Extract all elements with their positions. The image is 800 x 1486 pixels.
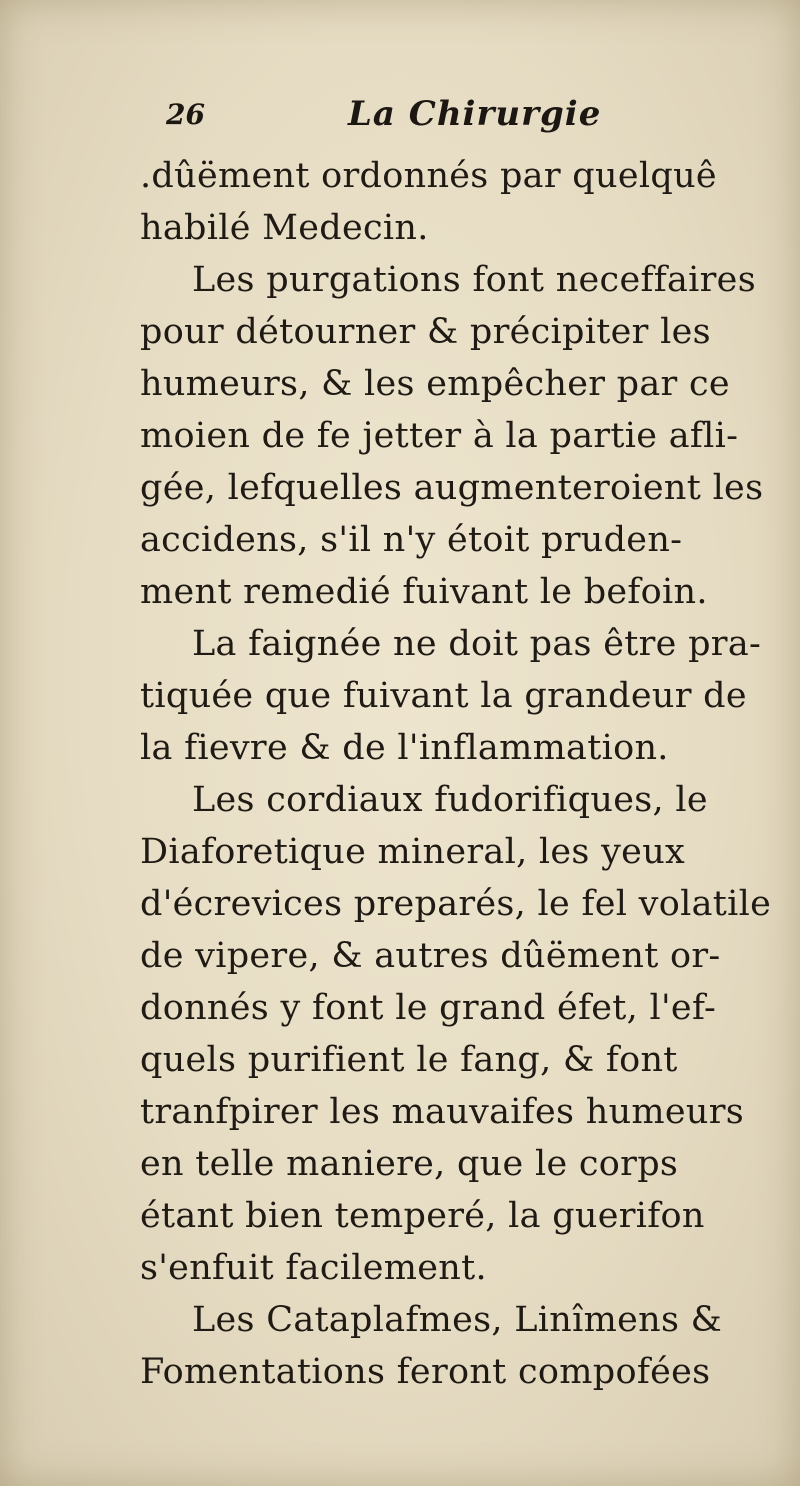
running-title: La Chirurgie (348, 94, 602, 134)
text-line: Les Cataplafmes, Linîmens & (192, 1300, 723, 1340)
text-line: tiquée que fuivant la grandeur de (140, 676, 747, 716)
text-line: moien de fe jetter à la partie afli- (140, 416, 739, 456)
text-line: Les purgations font neceffaires (192, 260, 756, 300)
page-number: 26 (166, 98, 205, 131)
text-line: habilé Medecin. (140, 208, 429, 248)
text-line: humeurs, & les empêcher par ce (140, 364, 730, 404)
text-line: ment remedié fuivant le befoin. (140, 572, 708, 612)
text-line: quels purifient le fang, & font (140, 1040, 678, 1080)
text-line: donnés y font le grand éfet, l'ef- (140, 988, 717, 1028)
text-line: pour détourner & précipiter les (140, 312, 711, 352)
page-header (158, 86, 718, 136)
text-line: de vipere, & autres dûëment or- (140, 936, 721, 976)
text-line: d'écrevices preparés, le fel volatile (140, 884, 772, 924)
text-line: .dûëment ordonnés par quelquê (140, 156, 717, 196)
body-text (140, 150, 770, 1398)
text-line: s'enfuit facilement. (140, 1248, 487, 1288)
text-line: étant bien temperé, la guerifon (140, 1196, 705, 1236)
text-line: en telle maniere, que le corps (140, 1144, 679, 1184)
text-line: tranfpirer les mauvaifes humeurs (140, 1092, 745, 1132)
text-line: accidens, s'il n'y étoit pruden- (140, 520, 683, 560)
text-line: la fievre & de l'inflammation. (140, 728, 669, 768)
text-line: La faignée ne doit pas être pra- (192, 624, 762, 664)
text-line: Les cordiaux fudorifiques, le (192, 780, 708, 820)
text-line: gée, lefquelles augmenteroient les (140, 468, 764, 508)
text-line: Fomentations feront compofées (140, 1352, 711, 1392)
text-line: Diaforetique mineral, les yeux (140, 832, 686, 872)
